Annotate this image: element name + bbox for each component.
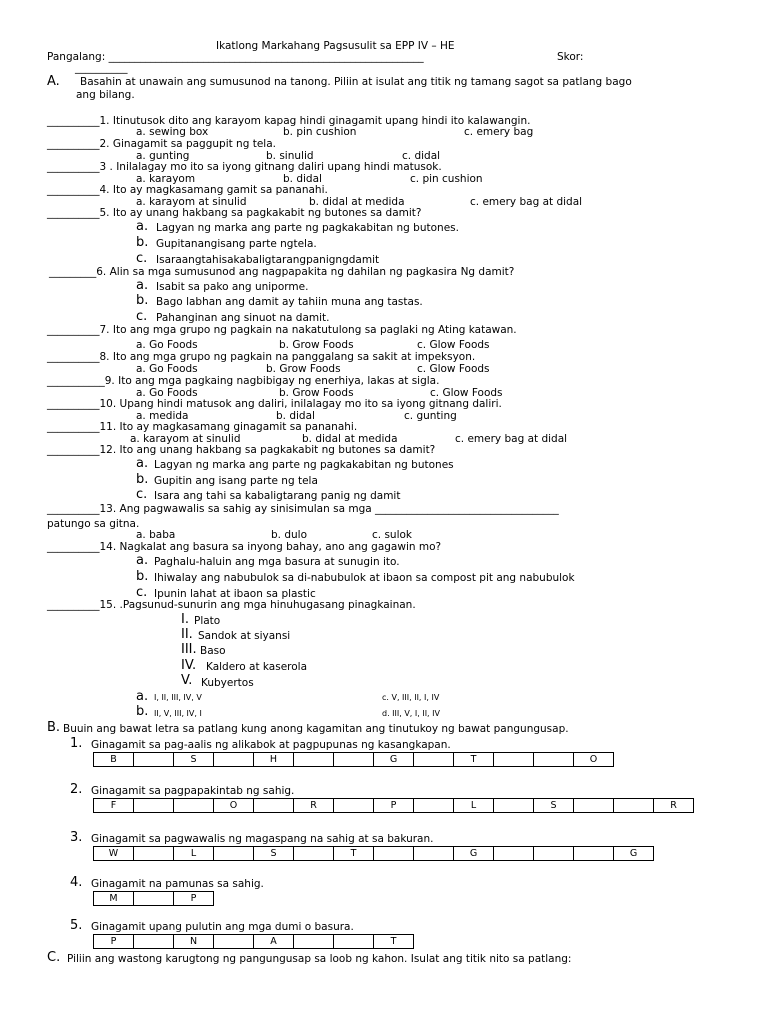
question-15: __________15. .Pagsunud-sunurin ang mga hinuhugasang pinagkainan.	[47, 599, 416, 611]
letter-box[interactable]: P	[174, 892, 214, 905]
letter-box[interactable]: T	[454, 753, 494, 766]
letter-box[interactable]: F	[94, 799, 134, 812]
q15-option-a: I, II, III, IV, V	[154, 693, 202, 702]
b-item-3-text: Ginagamit sa pagwawalis ng magaspang na sahig at sa bakuran.	[91, 833, 434, 845]
q1-option-c: c. emery bag	[464, 126, 534, 138]
letter-box[interactable]	[214, 753, 254, 766]
letter-box[interactable]: A	[254, 935, 294, 948]
q8-option-a: a. Go Foods	[136, 363, 198, 375]
letter-box[interactable]: O	[214, 799, 254, 812]
part-b-letter: B.	[47, 720, 61, 735]
q2-option-b: b. sinulid	[266, 150, 314, 162]
b-item-2-number: 2.	[70, 782, 83, 797]
q13-option-c: c. sulok	[372, 529, 412, 541]
q7-option-b: b. Grow Foods	[279, 339, 354, 351]
q10-option-a: a. medida	[136, 410, 189, 422]
q6-option-b: Bago labhan ang damit ay tahiin muna ang tastas.	[156, 296, 423, 308]
q4-option-c: c. emery bag at didal	[470, 196, 583, 208]
b-item-3-number: 3.	[70, 830, 83, 845]
q2-option-c: c. didal	[402, 150, 441, 162]
q6-letter-c: c.	[136, 309, 148, 324]
letter-box[interactable]: R	[294, 799, 334, 812]
q6-letter-b: b.	[136, 293, 149, 308]
b-item-4-letter-boxes	[93, 891, 214, 906]
q14-letter-a: a.	[136, 553, 149, 568]
b-item-2-letter-boxes	[93, 798, 694, 813]
q15-letter-a: a.	[136, 689, 149, 704]
question-6: _________6. Alin sa mga sumusunod ang nagpapakita ng dahilan ng pagkasira Ng damit?	[49, 266, 515, 278]
letter-box[interactable]	[494, 847, 534, 860]
b-item-5-number: 5.	[70, 918, 83, 933]
q15-roman-iv-label: IV.	[181, 658, 197, 673]
b-item-5-text: Ginagamit upang pulutin ang mga dumi o basura.	[91, 921, 354, 933]
q4-option-b: b. didal at medida	[309, 196, 405, 208]
letter-box[interactable]	[374, 847, 414, 860]
part-c-letter: C.	[47, 950, 61, 965]
letter-box[interactable]: W	[94, 847, 134, 860]
part-a-instruction-line1: Basahin at unawain ang sumusunod na tanong. Piliin at isulat ang titik ng tamang sagot sa patlang bago	[80, 76, 632, 88]
letter-box[interactable]: P	[94, 935, 134, 948]
q10-option-c: c. gunting	[404, 410, 457, 422]
b-item-3-letter-boxes	[93, 846, 654, 861]
q3-option-a: a. karayom	[136, 173, 196, 185]
letter-box[interactable]: S	[254, 847, 294, 860]
question-5: __________5. Ito ay unang hakbang sa pagkakabit ng butones sa damit?	[47, 207, 422, 219]
letter-box[interactable]: T	[334, 847, 374, 860]
q14-letter-b: b.	[136, 569, 149, 584]
q5-option-b: Gupitanangisang parte ngtela.	[156, 238, 317, 250]
question-1: __________1. Itinutusok dito ang karayom kapag hindi ginagamit upang hindi ito kalawangin.	[47, 115, 531, 127]
b-item-5-letter-boxes	[93, 934, 414, 949]
letter-box[interactable]: H	[254, 753, 294, 766]
q5-letter-c: c.	[136, 251, 148, 266]
b-item-2-text: Ginagamit sa pagpapakintab ng sahig.	[91, 785, 295, 797]
q15-roman-ii: Sandok at siyansi	[198, 630, 291, 642]
letter-box[interactable]	[334, 753, 374, 766]
part-b-instruction: Buuin ang bawat letra sa patlang kung anong kagamitan ang tinutukoy ng bawat pangungusap.	[63, 723, 569, 735]
question-13-continuation: patungo sa gitna.	[47, 518, 140, 530]
letter-box[interactable]	[134, 892, 174, 905]
question-13: __________13. Ang pagwawalis sa sahig ay sinisimulan sa mga ___________________________________	[47, 503, 559, 515]
letter-box[interactable]	[614, 799, 654, 812]
q12-option-c: Isara ang tahi sa kabaligtarang panig ng damit	[154, 490, 401, 502]
letter-box[interactable]	[214, 847, 254, 860]
question-12: __________12. Ito ang unang hakbang sa pagkakabit ng butones sa damit?	[47, 444, 436, 456]
letter-box[interactable]	[414, 799, 454, 812]
letter-box[interactable]: S	[534, 799, 574, 812]
q9-option-a: a. Go Foods	[136, 387, 198, 399]
q6-option-c: Pahanginan ang sinuot na damit.	[156, 312, 330, 324]
q12-option-b: Gupitin ang isang parte ng tela	[154, 475, 318, 487]
letter-box[interactable]	[334, 935, 374, 948]
b-item-4-number: 4.	[70, 875, 83, 890]
q12-letter-b: b.	[136, 472, 149, 487]
letter-box[interactable]	[214, 935, 254, 948]
q10-option-b: b. didal	[276, 410, 315, 422]
letter-box[interactable]: G	[374, 753, 414, 766]
q12-letter-a: a.	[136, 456, 149, 471]
q9-option-c: c. Glow Foods	[430, 387, 503, 399]
question-3: __________3 . Inilalagay mo ito sa iyong gitnang daliri upang hindi matusok.	[47, 161, 442, 173]
q14-option-b: Ihiwalay ang nabubulok sa di-nabubulok at ibaon sa compost pit ang nabubulok	[154, 572, 575, 584]
name-field-label: Pangalang: ____________________________________________________________	[47, 51, 424, 63]
letter-box[interactable]	[534, 753, 574, 766]
part-a-instruction-line2: ang bilang.	[76, 89, 135, 101]
q5-option-a: Lagyan ng marka ang parte ng pagkakabitan ng butones.	[156, 222, 459, 234]
q15-option-d: d. III, V, I, II, IV	[382, 709, 440, 718]
letter-box[interactable]: G	[454, 847, 494, 860]
question-9: ___________9. Ito ang mga pagkaing nagbibigay ng enerhiya, lakas at sigla.	[47, 375, 440, 387]
q7-option-a: a. Go Foods	[136, 339, 198, 351]
letter-box[interactable]	[134, 935, 174, 948]
q15-roman-v-label: V.	[181, 673, 193, 688]
question-14: __________14. Nagkalat ang basura sa inyong bahay, ano ang gagawin mo?	[47, 541, 442, 553]
q11-option-c: c. emery bag at didal	[455, 433, 568, 445]
question-10: __________10. Upang hindi matusok ang daliri, inilalagay mo ito sa iyong gitnang daliri.	[47, 398, 502, 410]
q15-roman-iv: Kaldero at kaserola	[206, 661, 308, 673]
q15-option-b: II, V, III, IV, I	[154, 709, 202, 718]
q14-option-a: Paghalu-haluin ang mga basura at sunugin ito.	[154, 556, 400, 568]
letter-box[interactable]: G	[614, 847, 654, 860]
letter-box[interactable]	[494, 799, 534, 812]
q14-letter-c: c.	[136, 585, 148, 600]
letter-box[interactable]	[134, 847, 174, 860]
letter-box[interactable]	[534, 847, 574, 860]
q11-option-b: b. didal at medida	[302, 433, 398, 445]
q15-roman-ii-label: II.	[181, 627, 193, 642]
letter-box[interactable]: S	[174, 753, 214, 766]
q1-option-b: b. pin cushion	[283, 126, 357, 138]
q1-option-a: a. sewing box	[136, 126, 209, 138]
letter-box[interactable]: L	[174, 847, 214, 860]
q8-option-c: c. Glow Foods	[417, 363, 490, 375]
q14-option-c: Ipunin lahat at ibaon sa plastic	[154, 588, 316, 600]
q11-option-a: a. karayom at sinulid	[130, 433, 241, 445]
letter-box[interactable]: P	[374, 799, 414, 812]
question-7: __________7. Ito ang mga grupo ng pagkain na nakatutulong sa paglaki ng Ating katawan.	[47, 324, 517, 336]
letter-box[interactable]: N	[174, 935, 214, 948]
q15-option-c: c. V, III, II, I, IV	[382, 693, 440, 702]
q3-option-b: b. didal	[283, 173, 322, 185]
letter-box[interactable]	[134, 753, 174, 766]
letter-box[interactable]: M	[94, 892, 134, 905]
question-4: __________4. Ito ay magkasamang gamit sa pananahi.	[47, 184, 328, 196]
letter-box[interactable]	[294, 753, 334, 766]
q12-option-a: Lagyan ng marka ang parte ng pagkakabitan ng butones	[154, 459, 454, 471]
q15-roman-iii: Baso	[200, 645, 226, 657]
score-label: Skor:	[557, 51, 584, 63]
letter-box[interactable]: O	[574, 753, 614, 766]
q12-letter-c: c.	[136, 487, 148, 502]
q5-letter-a: a.	[136, 219, 149, 234]
q13-option-a: a. baba	[136, 529, 176, 541]
q5-letter-b: b.	[136, 235, 149, 250]
q6-option-a: Isabit sa pako ang uniporme.	[156, 281, 309, 293]
exam-title: Ikatlong Markahang Pagsusulit sa EPP IV – HE	[216, 40, 455, 52]
letter-box[interactable]: T	[374, 935, 414, 948]
b-item-1-number: 1.	[70, 736, 83, 751]
q8-option-b: b. Grow Foods	[266, 363, 341, 375]
q15-letter-b: b.	[136, 704, 149, 719]
question-8: __________8. Ito ang mga grupo ng pagkain na panggalang sa sakit at impeksyon.	[47, 351, 476, 363]
q7-option-c: c. Glow Foods	[417, 339, 490, 351]
q15-roman-iii-label: III.	[181, 642, 197, 657]
q2-option-a: a. gunting	[136, 150, 190, 162]
letter-box[interactable]	[494, 753, 534, 766]
q13-option-b: b. dulo	[271, 529, 308, 541]
letter-box[interactable]	[414, 847, 454, 860]
q4-option-a: a. karayom at sinulid	[136, 196, 247, 208]
letter-box[interactable]	[574, 799, 614, 812]
b-item-1-text: Ginagamit sa pag-aalis ng alikabok at pagpupunas ng kasangkapan.	[91, 739, 451, 751]
letter-box[interactable]	[294, 935, 334, 948]
b-item-4-text: Ginagamit na pamunas sa sahig.	[91, 878, 264, 890]
question-2: __________2. Ginagamit sa paggupit ng tela.	[47, 138, 276, 150]
letter-box[interactable]	[414, 753, 454, 766]
letter-box[interactable]: L	[454, 799, 494, 812]
q15-roman-v: Kubyertos	[201, 677, 254, 689]
q15-roman-i-label: I.	[181, 612, 189, 627]
letter-box[interactable]	[254, 799, 294, 812]
q15-roman-i: Plato	[194, 615, 221, 627]
letter-box[interactable]	[174, 799, 214, 812]
letter-box[interactable]	[294, 847, 334, 860]
q3-option-c: c. pin cushion	[410, 173, 483, 185]
score-blank: __________	[75, 62, 128, 74]
letter-box[interactable]: B	[94, 753, 134, 766]
q5-option-c: Isaraangtahisakabaligtarangpanigngdamit	[156, 254, 380, 266]
part-a-letter: A.	[47, 74, 60, 89]
letter-box[interactable]: R	[654, 799, 694, 812]
question-11: __________11. Ito ay magkasamang ginagamit sa pananahi.	[47, 421, 358, 433]
letter-box[interactable]	[574, 847, 614, 860]
letter-box[interactable]	[334, 799, 374, 812]
q9-option-b: b. Grow Foods	[279, 387, 354, 399]
q6-letter-a: a.	[136, 278, 149, 293]
letter-box[interactable]	[134, 799, 174, 812]
part-c-instruction: Piliin ang wastong karugtong ng pangungusap sa loob ng kahon. Isulat ang titik nito sa patlang:	[67, 953, 572, 965]
b-item-1-letter-boxes	[93, 752, 614, 767]
